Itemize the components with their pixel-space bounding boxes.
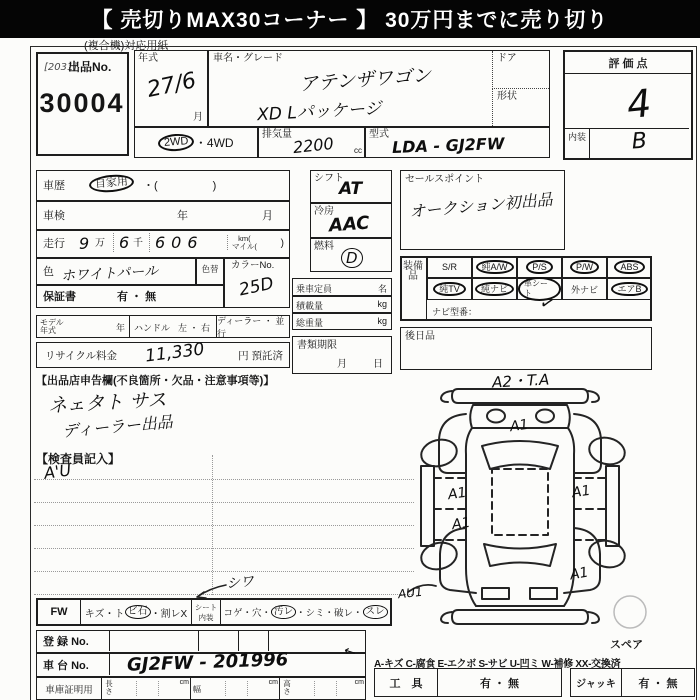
fuel-cell [310, 238, 392, 272]
sale-banner [0, 0, 700, 38]
garage-row [36, 677, 366, 700]
load-row [292, 296, 392, 313]
jack-row [570, 668, 695, 697]
shape-label: 形状 [497, 91, 517, 102]
equip-tv [427, 278, 472, 300]
inspector-note: A'U [42, 460, 73, 483]
docs-deadline-label: 書類期限 [297, 340, 337, 351]
chassis-divider [109, 654, 110, 675]
car-name-value: アテンザワゴン [298, 64, 432, 96]
jack-value: 有 ・ 無 [638, 677, 678, 690]
drive-2wd-circled: 2WD [158, 133, 196, 153]
modelyear-label: モデル年式 [40, 318, 64, 335]
interior-label: 内装 [565, 129, 590, 158]
ac-cell [310, 203, 392, 238]
tools-row [374, 668, 562, 697]
equip-sr-label: S/R [441, 262, 457, 272]
shaken-row [36, 201, 290, 230]
recycle-row [36, 339, 290, 368]
month-label: 月 [193, 111, 203, 123]
sales-point-box [400, 170, 565, 250]
spare-label: スペア [610, 639, 643, 651]
warranty-row [36, 285, 224, 308]
docs-deadline-box [292, 336, 392, 374]
persons-unit: 名 [377, 284, 387, 294]
equip-alloy-label: 純A/W [476, 260, 514, 275]
load-unit: kg [377, 299, 387, 309]
paper-type-note: (複合機)対応用紙 [84, 40, 169, 52]
equip-ps-label: P/S [526, 260, 553, 275]
tools-label: 工 具 [375, 669, 438, 696]
banner-title: 【 売切りMAX30コーナー 】 30万円までに売り切り [91, 9, 609, 32]
equip-navi [472, 278, 517, 300]
later-goods-box [400, 327, 652, 370]
chassis-pen-arrow: ← [341, 642, 358, 662]
year-value: 27/6 [144, 68, 199, 103]
equip-alloy [472, 256, 517, 278]
model-code-cell [365, 127, 550, 158]
load-label: 積載量 [296, 301, 324, 311]
garage-width-div2 [247, 681, 248, 696]
shift-value: AT [339, 179, 363, 199]
diagram-rear-left-note: AU1 [397, 584, 424, 602]
inspector-line-4 [34, 548, 414, 549]
modelyear-unit: 年 [115, 323, 125, 333]
nav-model-label: ナビ型番： [432, 307, 478, 317]
equip-airbag-label: エアB [611, 282, 647, 297]
equip-pw-label: P/W [570, 260, 599, 275]
tools-value: 有 ・ 無 [479, 677, 520, 690]
equip-abs [607, 256, 652, 278]
ac-label: 冷房 [314, 206, 334, 217]
drive-dot: ・ [194, 136, 207, 150]
garage-height-label: 高さ [283, 679, 291, 696]
registration-divider-0 [109, 631, 110, 651]
ac-value: AAC [328, 212, 371, 237]
listing-number-box [36, 52, 129, 156]
registration-label: 登 録 No. [43, 636, 89, 648]
persons-row [292, 278, 392, 296]
seller-section-header: 【出品店申告欄(不良箇所・欠品・注意事項等)】 [36, 375, 275, 387]
drive-4wd: 4WD [206, 135, 234, 150]
garage-width-unit: cm [268, 679, 278, 686]
fw-label: FW [38, 600, 81, 624]
diagram-left-note-1: A1 [446, 484, 468, 504]
drive-cell [134, 127, 258, 158]
inspector-line-2 [34, 502, 414, 503]
career-value-circled: 自家用 [88, 173, 134, 194]
handle-value: 左 ・ 右 [177, 323, 210, 333]
persons-label: 乗車定員 [296, 284, 333, 294]
weight-unit: kg [377, 316, 387, 326]
displacement-unit: cc [354, 146, 362, 155]
recycle-value: 11,330 [144, 339, 206, 367]
color-no-value: 25D [237, 273, 276, 301]
fw-in-mid: ・シミ・破レ・ [296, 608, 363, 619]
shift-label: シフト [314, 173, 344, 184]
diagram-left-note-2: A1 [450, 514, 472, 534]
chassis-value: GJ2FW - 201996 [126, 649, 289, 676]
wrinkle-note: シワ [225, 573, 255, 593]
displacement-value: 2200 [292, 133, 335, 158]
equip-sr [427, 256, 472, 278]
garage-length-unit: cm [179, 679, 189, 686]
garage-height-unit: cm [354, 679, 364, 686]
inspector-line-1 [34, 479, 414, 480]
mileage-paren: ) [280, 238, 284, 249]
color-value: ホワイトパール [60, 263, 159, 285]
fw-seat-label: シート [194, 603, 218, 612]
shift-cell [310, 170, 392, 203]
equip-extnavi-label: 外ナビ [570, 284, 598, 295]
equip-navi-label: 純ナビ [475, 282, 514, 297]
equip-ps [517, 256, 562, 278]
equipment-label: 装備品 [403, 261, 423, 282]
registration-divider-1 [198, 631, 199, 651]
fw-body-circled: ビ石 [125, 605, 151, 619]
listing-no-label: 出品No. [68, 60, 112, 74]
mileage-man-unit: 万 [95, 238, 105, 249]
damage-legend: A-キズ C-腐食 E-エクボ S-サビ U-凹ミ W-補修 XX-交換済 [374, 659, 621, 670]
grade-value: 4 [624, 80, 654, 128]
color-no-label: カラーNo. [231, 260, 275, 271]
interior-grade-value: B [630, 128, 648, 155]
equip-airbag [607, 278, 652, 300]
color-no-cell [224, 258, 290, 308]
garage-height-div1 [314, 681, 315, 696]
model-code-value: LDA - GJ2FW [391, 134, 505, 157]
garage-width-label: 幅 [193, 685, 201, 694]
warranty-label: 保証書 [43, 291, 76, 303]
leather-check-mark: ✓ [537, 292, 557, 316]
inspector-section-header: 【検査員記入】 [36, 452, 121, 466]
displacement-label: 排気量 [262, 129, 292, 140]
diagram-rear-right-note: A1 [568, 564, 590, 584]
registration-divider-3 [268, 631, 269, 651]
lot-stamp: [2031] [44, 62, 78, 73]
career-rest: ・( ) [143, 180, 217, 192]
garage-length-label: 長さ [105, 679, 113, 696]
listing-number: 30004 [39, 88, 125, 118]
shaken-year-label: 年 [177, 210, 188, 222]
jack-label: ジャッキ [571, 669, 622, 696]
fuel-value-circled: D [341, 248, 363, 268]
mileage-km-label: km( [238, 234, 251, 243]
garage-length-div2 [158, 681, 159, 696]
sales-point-value: オークション初出品 [408, 189, 554, 222]
year-cell [134, 50, 208, 127]
seller-note-line1: ネェタト サス [47, 388, 168, 418]
equip-tv-label: 純TV [433, 282, 466, 297]
year-label: 年式 [138, 53, 158, 64]
shaken-label: 車検 [43, 210, 65, 222]
fw-body-pre: キズ・ト [84, 608, 125, 620]
grade-label: 評 価 点 [565, 52, 691, 74]
color-change-cell [196, 258, 224, 285]
displacement-cell [258, 127, 365, 158]
garage-label: 車庫証明用 [37, 678, 102, 699]
docs-day-label: 日 [373, 358, 383, 370]
grade-box [563, 50, 693, 160]
weight-row [292, 313, 392, 330]
seller-note-line2: ディーラー出品 [61, 412, 174, 441]
inspector-line-3 [34, 525, 414, 526]
garage-height-div2 [336, 681, 337, 696]
fw-body-post: ・割レX [150, 608, 188, 620]
dealer-label: ディーラー ・ 並行 [217, 315, 285, 339]
model-code-label: 型式 [369, 129, 389, 140]
mileage-row [36, 230, 290, 258]
equip-abs-label: ABS [614, 260, 644, 275]
handle-label: ハンドル [134, 323, 171, 333]
sales-point-label: セールスポイント [405, 174, 485, 185]
mileage-rest-value: 606 [149, 233, 204, 252]
mileage-man-value: 9 [79, 234, 90, 253]
equip-extnavi [562, 278, 607, 300]
warranty-value: 有 ・ 無 [117, 291, 157, 303]
color-cell [36, 258, 196, 285]
door-label: ドア [497, 53, 517, 64]
color-change-label: 色替 [201, 264, 219, 274]
equipment-label-cell [400, 256, 427, 321]
fw-in-circled2: スレ [363, 605, 388, 618]
fw-row [36, 598, 392, 626]
fuel-label: 燃料 [314, 241, 334, 252]
recycle-unit: 円 預託済 [238, 350, 283, 362]
fw-in-circled1: 汚レ [271, 605, 296, 618]
color-label: 色 [43, 266, 54, 278]
car-damage-diagram [396, 376, 682, 638]
registration-divider-2 [238, 631, 239, 651]
fw-in-pre: コゲ・穴・ [223, 608, 271, 619]
career-row [36, 170, 290, 201]
shaken-month-label: 月 [262, 210, 273, 222]
career-label: 車歴 [43, 180, 65, 192]
spare-tire-circle [614, 596, 646, 628]
fw-interior-label: 内装 [198, 612, 214, 622]
mileage-label: 走行 [43, 238, 65, 250]
door-cell [492, 51, 549, 89]
later-goods-label: 後日品 [405, 331, 435, 342]
chassis-label: 車 台 No. [43, 660, 89, 672]
garage-width-div1 [225, 681, 226, 696]
mileage-mile-label: マイル( [232, 241, 257, 251]
inspector-divider [212, 455, 213, 595]
diagram-right-note: A1 [570, 482, 592, 502]
mileage-sen-value: 6 [113, 233, 129, 252]
equip-leather-label: 革シート [518, 277, 561, 300]
recycle-label: リサイクル料金 [45, 350, 118, 362]
shape-cell [492, 89, 549, 126]
docs-month-label: 月 [337, 358, 347, 370]
garage-length-div1 [136, 681, 137, 696]
mileage-sen-unit: 千 [133, 238, 143, 249]
weight-label: 総重量 [296, 318, 324, 328]
chassis-row [36, 649, 366, 677]
car-name-label: 車名・グレード [213, 53, 283, 64]
modelyear-row [36, 315, 290, 338]
diagram-hood-note: A1 [508, 416, 530, 436]
car-grade-value: XD Lパッケージ [256, 98, 382, 126]
equip-pw [562, 256, 607, 278]
inspector-line-5 [34, 571, 414, 572]
registration-row [36, 630, 366, 653]
diagram-front-note: A2・T.A [491, 370, 550, 392]
